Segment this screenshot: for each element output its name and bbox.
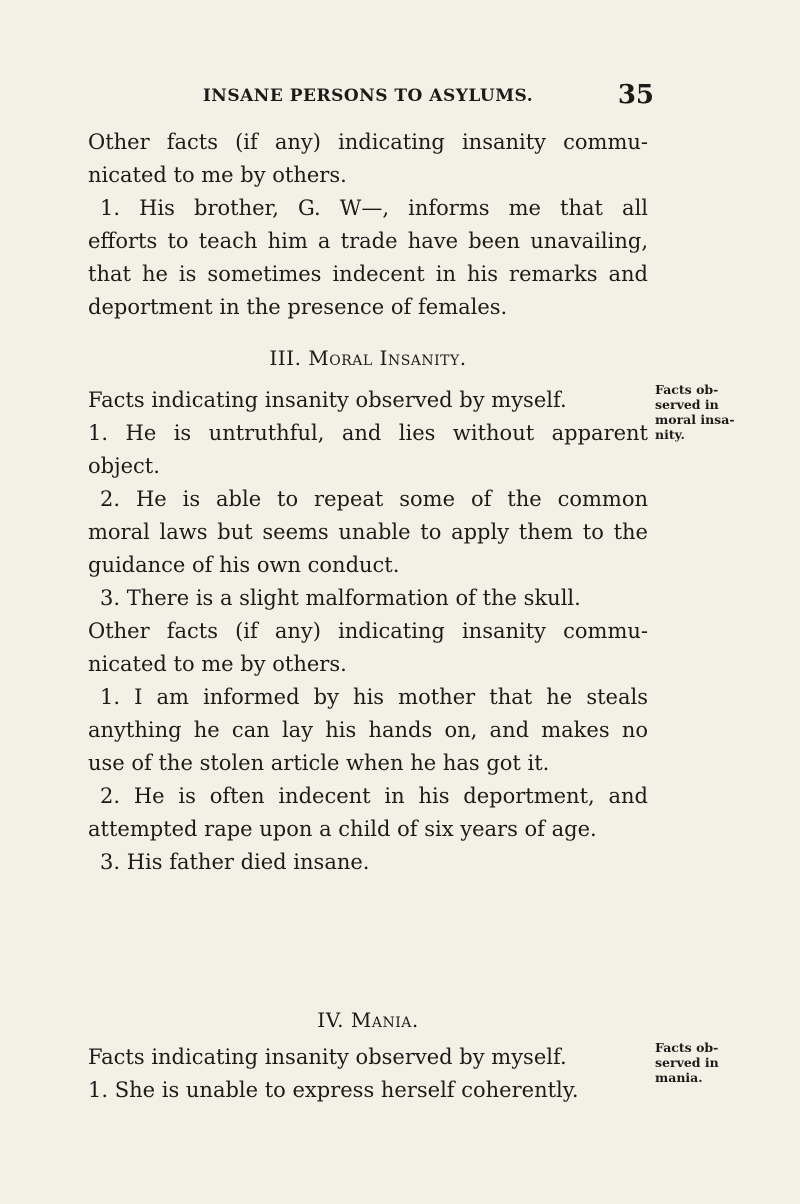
text-line: object.: [88, 454, 160, 478]
text-line: use of the stolen article when he has got it.: [88, 751, 550, 775]
text-line: anything he can lay his hands on, and makes no: [88, 718, 648, 742]
text-line: nicated to me by others.: [88, 652, 347, 676]
text-line: Other facts (if any) indicating insanity commu-: [88, 619, 648, 643]
margin-note-moral-insanity: Facts ob- served in moral insa- nity.: [655, 382, 735, 442]
margin-note-mania: Facts ob- served in mania.: [655, 1040, 719, 1085]
text-line: 3. There is a slight malformation of the skull.: [100, 586, 581, 610]
text-line: efforts to teach him a trade have been unavailing,: [88, 229, 648, 253]
text-line: attempted rape upon a child of six years of age.: [88, 817, 597, 841]
text-line: 2. He is able to repeat some of the common: [100, 487, 648, 511]
section-heading: III. Moral Insanity.: [269, 346, 467, 370]
text-line: Other facts (if any) indicating insanity commu-: [88, 130, 648, 154]
page-header: [88, 80, 654, 122]
text-line: 1. His brother, G. W—, informs me that all: [100, 196, 648, 220]
text-line: 1. I am informed by his mother that he steals: [100, 685, 648, 709]
text-line: 2. He is often indecent in his deportment, and: [100, 784, 648, 808]
text-line: 1. He is untruthful, and lies without apparent: [88, 421, 648, 445]
text-line: guidance of his own conduct.: [88, 553, 400, 577]
text-line: 3. His father died insane.: [100, 850, 370, 874]
text-line: nicated to me by others.: [88, 163, 347, 187]
page-number: 35: [617, 80, 654, 110]
text-line: moral laws but seems unable to apply them to the: [88, 520, 648, 544]
section-heading: IV. Mania.: [317, 1008, 419, 1032]
running-head: INSANE PERSONS TO ASYLUMS.: [202, 86, 534, 106]
text-line: 1. She is unable to express herself coherently.: [88, 1078, 579, 1102]
text-line: that he is sometimes indecent in his remarks and: [88, 262, 648, 286]
text-line: deportment in the presence of females.: [88, 295, 508, 319]
text-line: Facts indicating insanity observed by myself.: [88, 388, 567, 412]
text-line: Facts indicating insanity observed by myself.: [88, 1045, 567, 1069]
